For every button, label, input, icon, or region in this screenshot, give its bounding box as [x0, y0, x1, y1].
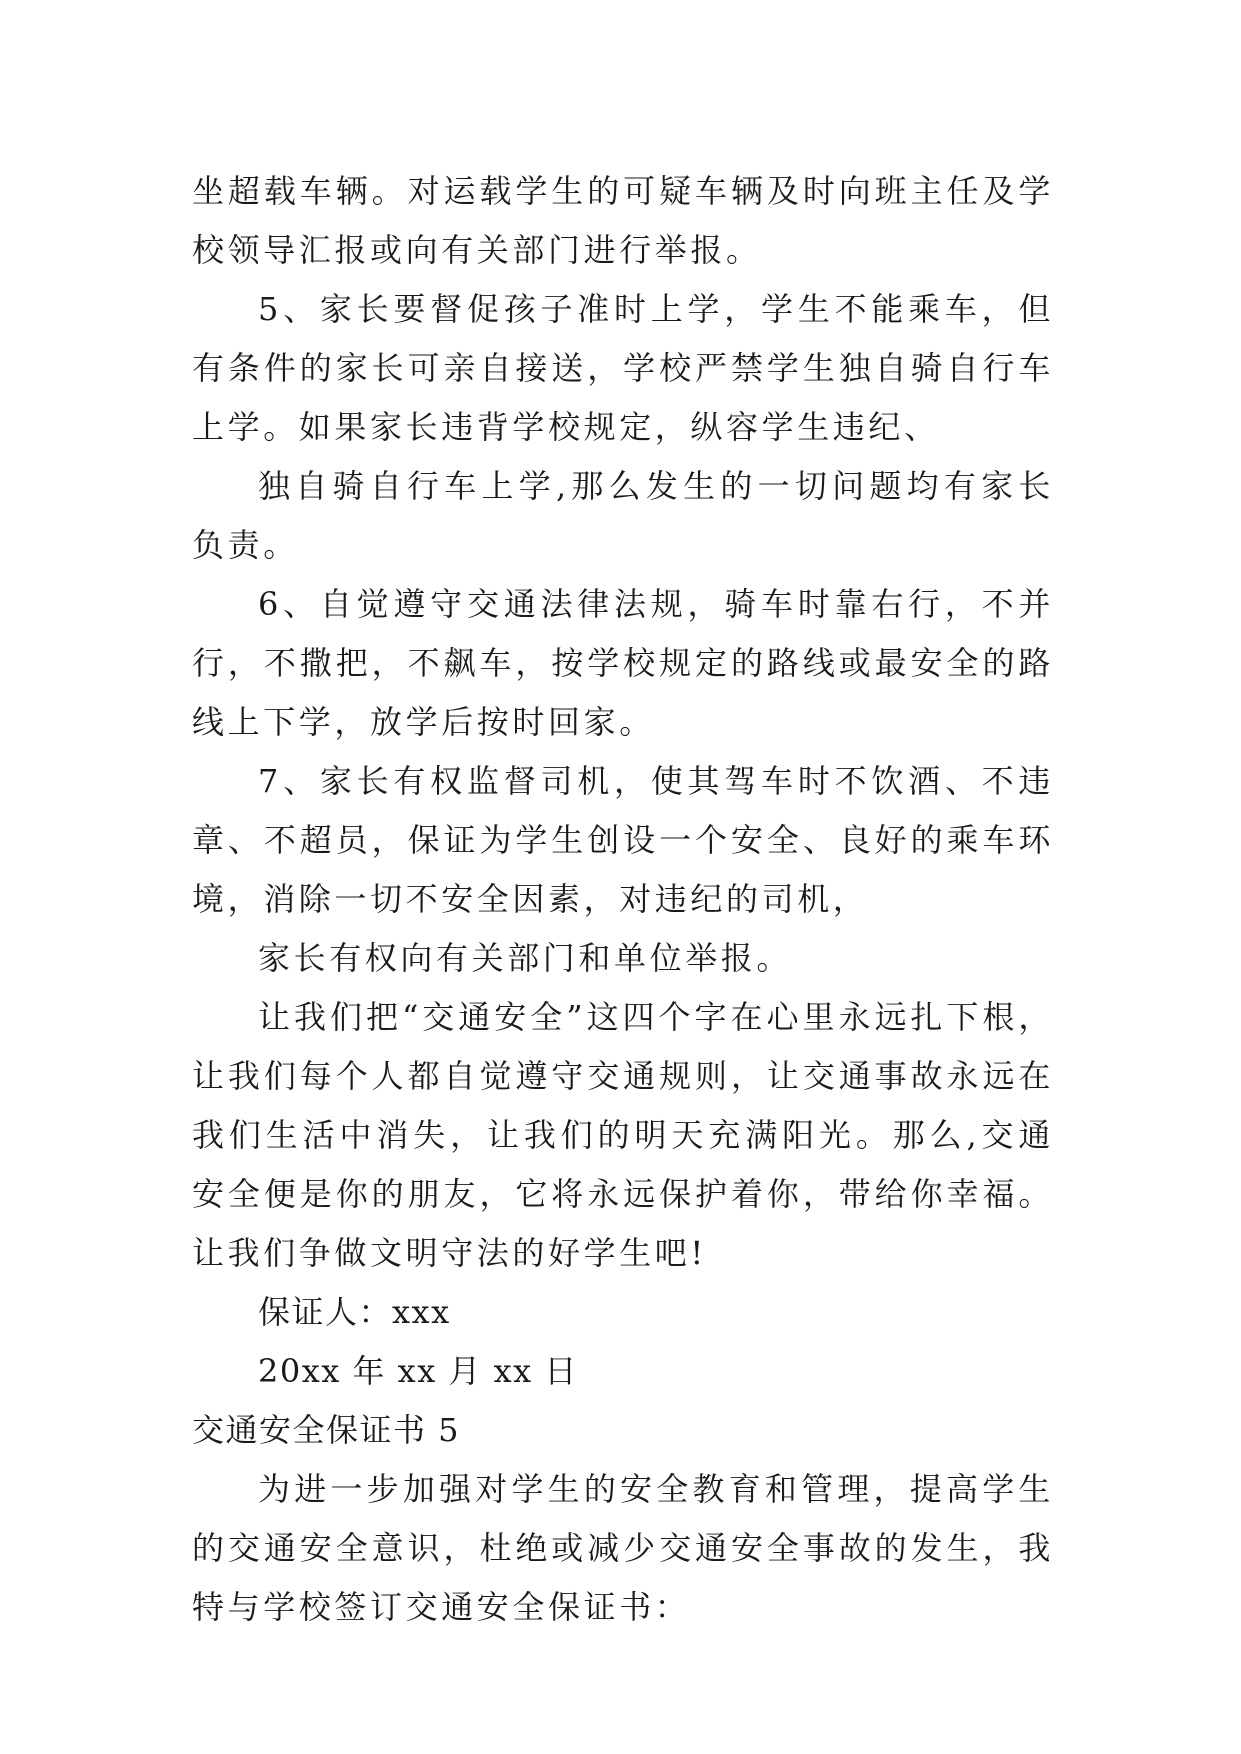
paragraph-item-7: 7、家长有权监督司机，使其驾车时不饮酒、不违章、不超员，保证为学生创设一个安全、良好的乘车环境，消除一切不安全因素，对违纪的司机， [192, 762, 1054, 918]
paragraph-item-6: 6、自觉遵守交通法律法规，骑车时靠右行，不并行，不撒把，不飙车，按学校规定的路线或最安全的路线上下学，放学后按时回家。 [192, 585, 1054, 741]
paragraph-item-5: 5、家长要督促孩子准时上学，学生不能乘车，但有条件的家长可亲自接送，学校严禁学生独自骑自行车上学。如果家长违背学校规定，纵容学生违纪、 [192, 290, 1054, 446]
paragraph-intro: 为进一步加强对学生的安全教育和管理，提高学生的交通安全意识，杜绝或减少交通安全事故的发生，我特与学校签订交通安全保证书： [192, 1470, 1054, 1626]
section-heading: 交通安全保证书 5 [192, 1411, 461, 1449]
paragraph-closing: 让我们把“交通安全”这四个字在心里永远扎下根，让我们每个人都自觉遵守交通规则，让交通事故永远在我们生活中消失，让我们的明天充满阳光。那么,交通安全便是你的朋友，它将永远保护着你，带给你幸福。让我们争做文明守法的好学生吧! [192, 998, 1054, 1272]
paragraph-item-7-continued: 家长有权向有关部门和单位举报。 [258, 939, 793, 977]
paragraph-item-5-continued: 独自骑自行车上学,那么发生的一切问题均有家长负责。 [192, 467, 1054, 564]
document-body [192, 162, 1054, 1637]
date-line: 20xx 年 xx 月 xx 日 [258, 1352, 578, 1390]
signatory-line: 保证人：xxx [258, 1293, 451, 1331]
paragraph-continuation: 坐超载车辆。对运载学生的可疑车辆及时向班主任及学校领导汇报或向有关部门进行举报。 [192, 172, 1054, 269]
